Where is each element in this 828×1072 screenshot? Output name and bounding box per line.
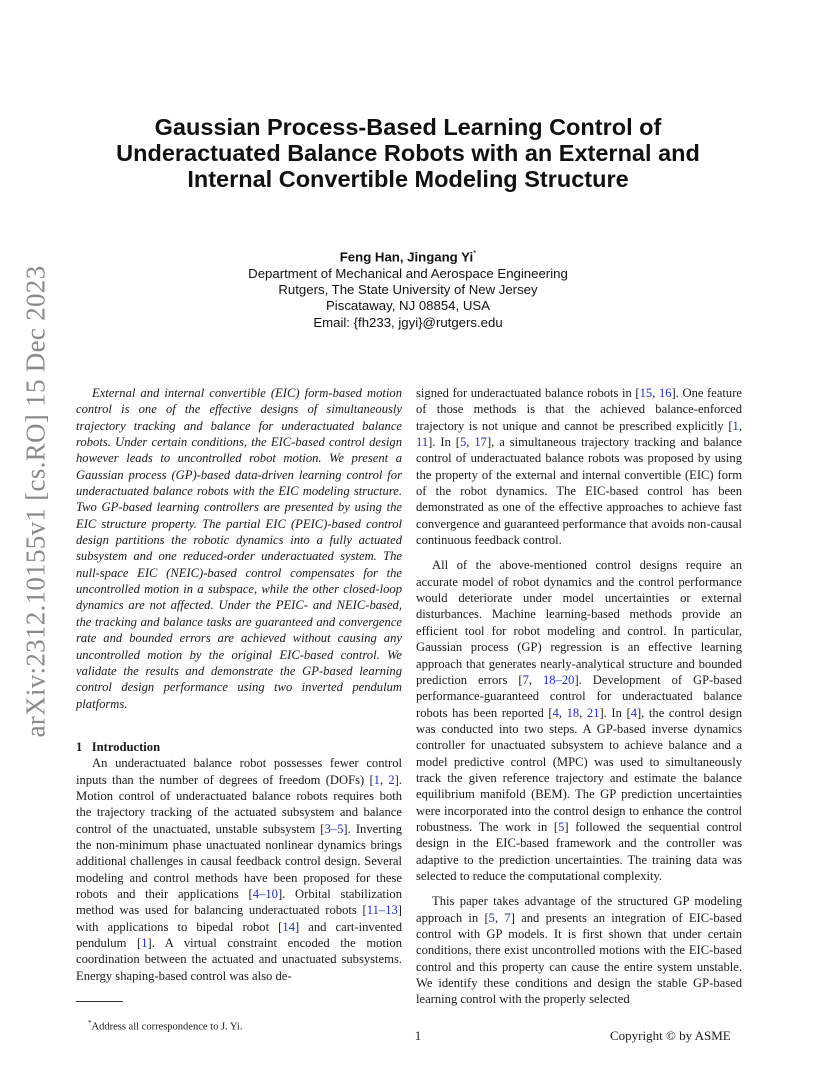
citation-link[interactable]: 1 (373, 772, 380, 787)
section-number: 1 (76, 739, 83, 754)
affiliation-address: Piscataway, NJ 08854, USA (326, 298, 490, 314)
citation-link[interactable]: 4 (630, 705, 637, 720)
citation-link[interactable]: 21 (586, 705, 600, 720)
citation-link[interactable]: 5 (460, 435, 467, 450)
citation-link[interactable]: 14 (282, 919, 295, 934)
arxiv-stamp (18, 253, 54, 749)
footnote-text: Address all correspondence to J. Yi. (91, 1021, 243, 1033)
citation-link[interactable]: 3–5 (324, 821, 344, 836)
citation-link[interactable]: 5 (488, 910, 495, 925)
citation-link[interactable]: 1 (141, 936, 148, 950)
citation-link[interactable]: 18–20 (542, 672, 575, 687)
abstract: External and internal convertible (EIC) form-based motion control is one of the effective designs of simultaneously trajectory tracking and balance for underactuated balance robots. Under certain conditions, the EIC-based control design however leads to uncontrolled robot motion. We present a Gaussian process (GP)-based data-driven learning control for underactuated balance robots with the EIC modeling structure. Two GP-based learning controllers are presented by using the EIC structure property. The partial EIC (PEIC)-based control design partitions the robotic dynamics into a fully actuated subsystem and one reduced-order underactuated system. The null-space EIC (NEIC)-based control compensates for the uncontrolled motion in a subspace, while the other closed-loop dynamics are not affected. Under the PEIC- and NEIC-based, the tracking and balance tasks are guaranteed and convergence rate and bounded errors are achieved without causing any uncontrolled motion by the original EIC-based control. We validate the results and demonstrate the GP-based learning control design performance using two inverted pendulum platforms. (76, 386, 402, 711)
citation-link[interactable]: 5 (558, 819, 565, 834)
citation-link[interactable]: 7 (504, 910, 511, 925)
author-names-line (200, 246, 616, 266)
author-email: Email: {fh233, jgyi}@rutgers.edu (313, 314, 503, 330)
intro-paragraph-3: This paper takes advantage of the structured GP modeling approach in [5, 7] and presents an integration of EIC-based control with GP models. It is first shown that under certain conditions, there exist uncontrolled motions with the EIC-based control and this property can cause the entire system unstable. We identify these conditions and design the stable GP-based learning control with the properly selected (416, 894, 743, 1007)
affiliation-university: Rutgers, The State University of New Jersey (278, 281, 538, 297)
citation-link[interactable]: 11 (416, 435, 429, 450)
right-column (416, 385, 742, 1008)
citation-link[interactable]: 4–10 (252, 886, 278, 901)
corresponding-mark: * (473, 249, 477, 258)
citation-link[interactable]: 1 (732, 418, 739, 433)
left-column (76, 385, 402, 984)
intro-paragraph-1-continued: signed for underactuated balance robots in [15, 16]. One feature of those methods is that the achieved balance-enforced trajectory is not unique and cannot be prescribed explicitly [1, 11]. In [5, 17], a simultaneous trajectory tracking and balance control of underactuated balance robots was proposed by using the property of the external and internal convertible (EIC) form of the robot dynamics. The EIC-based control has been demonstrated as one of the effective approaches to achieve fast convergence and guaranteed performance that avoids non-causal continuous feedback control. (416, 386, 743, 548)
citation-link[interactable]: 18 (566, 705, 580, 720)
citation-link[interactable]: 11–13 (366, 903, 398, 918)
author-block (200, 246, 616, 331)
paper-title: Gaussian Process-Based Learning Control of Underactuated Balance Robots with an External and Internal Convertible Modeling Structure (116, 114, 700, 192)
citation-link[interactable]: 2 (388, 772, 395, 787)
citation-link[interactable]: 17 (474, 435, 487, 450)
footnote-mark: * (88, 1019, 92, 1027)
intro-paragraph-1: An underactuated balance robot possesses fewer control inputs than the number of degrees of freedom (DOFs) [1, 2]. Motion control of underactuated balance robots requires both the trajectory tracking of the actuated subsystem and balance control of the unactuated, unstable subsystem [3–5]. Inverting the non-minimum phase unactuated nonlinear dynamics brings additional challenges in causal feedback control design. Several modeling and control methods have been proposed for these robots and their applications [4–10]. Orbital stabilization method was used for balancing underactuated robots [11–13] with applications to bipedal robot [14] and cart-invented pendulum [1]. A virtual constraint encoded the motion coordination between the actuated and unactuated subsystems. Energy shaping-based control was also de- (76, 756, 403, 983)
citation-link[interactable]: 16 (658, 386, 672, 400)
affiliation-department: Department of Mechanical and Aerospace Engineering (248, 265, 568, 281)
arxiv-stamp-text: arXiv:2312.10155v1 [cs.RO] 15 Dec 2023 (20, 265, 51, 737)
copyright-notice: Copyright © by ASME (610, 1028, 731, 1043)
citation-link[interactable]: 7 (522, 672, 529, 687)
section-heading (76, 739, 402, 755)
page-number: 1 (414, 1028, 422, 1043)
footnote (88, 1017, 242, 1034)
citation-link[interactable]: 4 (552, 705, 559, 720)
author-names: Feng Han, Jingang Yi (339, 249, 474, 265)
footnote-rule (76, 1001, 123, 1002)
citation-link[interactable]: 15 (639, 386, 653, 400)
section-title: Introduction (91, 739, 161, 754)
intro-paragraph-2: All of the above-mentioned control designs require an accurate model of robot dynamics and the control performance would deteriorate under model uncertainties or external disturbances. Machine learning-based methods provide an efficient tool for robot modeling and control. In particular, Gaussian process (GP) regression is an effective learning approach that generates nearly-analytical structure and bounded prediction errors [7, 18–20]. Development of GP-based performance-guaranteed control for underactuated balance robots has been reported [4, 18, 21]. In [4], the control design was conducted into two steps. A GP-based inverse dynamics controller for unactuated subsystem to achieve balance and a model predictive control (MPC) was used to simultaneously track the given reference trajectory and estimate the balance equilibrium manifold (BEM). The GP prediction uncertainties were incorporated into the control design to enhance the control robustness. The work in [5] followed the sequential control design in the EIC-based framework and the controller was adaptive to the prediction uncertainties. The training data was selected to reduce the computational complexity. (416, 558, 743, 883)
